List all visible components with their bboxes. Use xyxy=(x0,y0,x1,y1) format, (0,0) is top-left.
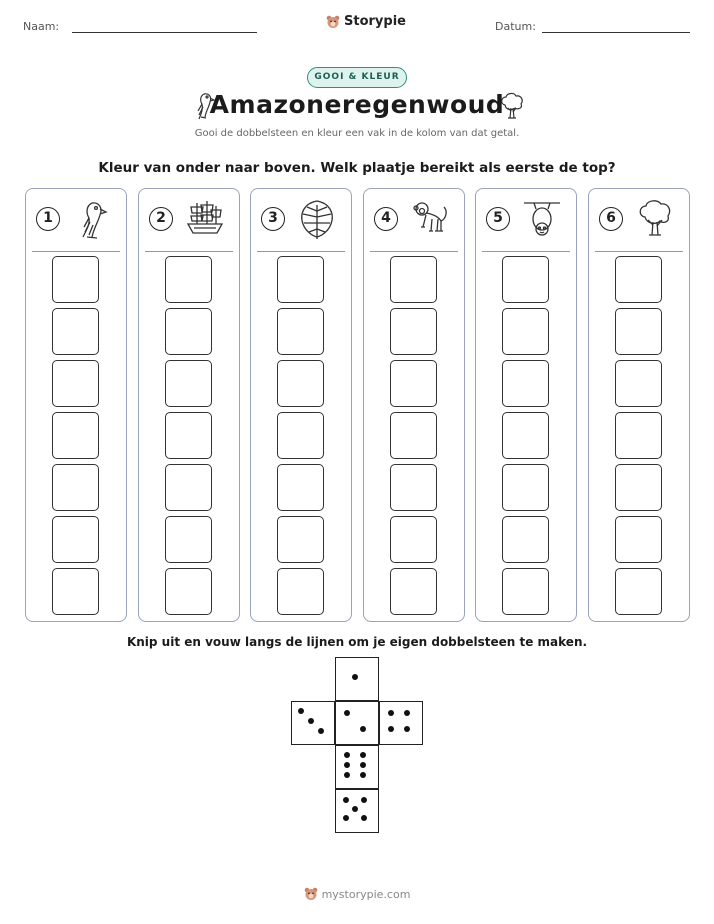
pip xyxy=(404,710,410,716)
pip xyxy=(352,674,358,680)
color-cell[interactable] xyxy=(277,516,324,563)
color-cell[interactable] xyxy=(502,308,549,355)
footer-url[interactable]: mystorypie.com xyxy=(321,887,411,901)
brand-logo xyxy=(326,14,406,29)
pip xyxy=(361,797,367,803)
pip xyxy=(344,772,350,778)
pip xyxy=(298,708,304,714)
color-cell[interactable] xyxy=(52,308,99,355)
column-divider xyxy=(482,251,570,252)
color-cell[interactable] xyxy=(277,412,324,459)
color-cell[interactable] xyxy=(165,308,212,355)
column-6 xyxy=(588,188,690,622)
date-label: Datum: xyxy=(495,20,536,33)
color-cell[interactable] xyxy=(615,308,662,355)
die-face-4 xyxy=(379,701,423,745)
bear-logo-icon xyxy=(304,887,318,901)
tree-icon xyxy=(635,197,675,241)
color-cell[interactable] xyxy=(502,516,549,563)
page-subtitle: Gooi de dobbelsteen en kleur een vak in de kolom van dat getal. xyxy=(194,128,520,139)
color-cell[interactable] xyxy=(390,568,437,615)
die-face-5 xyxy=(335,789,379,833)
column-4 xyxy=(363,188,465,622)
color-cell[interactable] xyxy=(165,256,212,303)
color-cell[interactable] xyxy=(165,568,212,615)
pip xyxy=(404,726,410,732)
column-3 xyxy=(250,188,352,622)
color-cell[interactable] xyxy=(52,360,99,407)
pip xyxy=(344,752,350,758)
die-face-2 xyxy=(335,701,379,745)
pip xyxy=(344,762,350,768)
name-label: Naam: xyxy=(23,20,60,33)
die-face-1 xyxy=(335,657,379,701)
column-divider xyxy=(257,251,345,252)
column-divider xyxy=(370,251,458,252)
date-line[interactable] xyxy=(542,32,690,33)
color-cell[interactable] xyxy=(52,568,99,615)
column-2 xyxy=(138,188,240,622)
tree-icon xyxy=(497,91,527,121)
pip xyxy=(388,710,394,716)
color-cell[interactable] xyxy=(502,256,549,303)
color-cell[interactable] xyxy=(165,412,212,459)
color-cell[interactable] xyxy=(277,464,324,511)
color-cell[interactable] xyxy=(502,568,549,615)
color-cell[interactable] xyxy=(165,360,212,407)
color-cell[interactable] xyxy=(277,256,324,303)
pip xyxy=(343,797,349,803)
column-number: 3 xyxy=(261,207,285,231)
monkey-icon xyxy=(410,197,450,241)
pip xyxy=(344,710,350,716)
color-cell[interactable] xyxy=(615,568,662,615)
sloth-icon xyxy=(522,197,562,241)
color-cell[interactable] xyxy=(165,516,212,563)
activity-badge: GOOI & KLEUR xyxy=(307,67,407,88)
pip xyxy=(318,728,324,734)
color-cell[interactable] xyxy=(390,308,437,355)
column-number: 5 xyxy=(486,207,510,231)
color-cell[interactable] xyxy=(390,256,437,303)
color-cell[interactable] xyxy=(390,360,437,407)
color-cell[interactable] xyxy=(52,464,99,511)
color-cell[interactable] xyxy=(52,256,99,303)
pip xyxy=(343,815,349,821)
color-cell[interactable] xyxy=(502,412,549,459)
pip xyxy=(360,752,366,758)
color-cell[interactable] xyxy=(277,360,324,407)
leaf-icon xyxy=(297,197,337,241)
color-cell[interactable] xyxy=(277,308,324,355)
color-cell[interactable] xyxy=(615,516,662,563)
color-cell[interactable] xyxy=(52,516,99,563)
color-cell[interactable] xyxy=(502,464,549,511)
parrot-icon xyxy=(72,197,112,241)
pip xyxy=(360,772,366,778)
instruction-bottom: Knip uit en vouw langs de lijnen om je eigen dobbelsteen te maken. xyxy=(126,635,588,649)
name-line[interactable] xyxy=(72,32,257,33)
pip xyxy=(360,726,366,732)
color-cell[interactable] xyxy=(615,256,662,303)
column-divider xyxy=(595,251,683,252)
column-divider xyxy=(145,251,233,252)
pip xyxy=(360,762,366,768)
die-face-6 xyxy=(335,745,379,789)
column-number: 2 xyxy=(149,207,173,231)
brand-name: Storypie xyxy=(344,14,406,29)
die-face-3 xyxy=(291,701,335,745)
color-cell[interactable] xyxy=(390,516,437,563)
footer xyxy=(0,887,714,901)
ship-icon xyxy=(185,197,225,241)
pip xyxy=(388,726,394,732)
color-cell[interactable] xyxy=(615,464,662,511)
color-cell[interactable] xyxy=(615,412,662,459)
color-cell[interactable] xyxy=(615,360,662,407)
color-cell[interactable] xyxy=(52,412,99,459)
column-5 xyxy=(475,188,577,622)
pip xyxy=(308,718,314,724)
column-number: 6 xyxy=(599,207,623,231)
color-cell[interactable] xyxy=(390,464,437,511)
instruction-top: Kleur van onder naar boven. Welk plaatje bereikt als eerste de top? xyxy=(98,160,616,176)
column-number: 4 xyxy=(374,207,398,231)
page-title: Amazoneregenwoud xyxy=(209,90,505,119)
pip xyxy=(361,815,367,821)
color-cell[interactable] xyxy=(502,360,549,407)
column-1 xyxy=(25,188,127,622)
bear-logo-icon xyxy=(326,15,340,29)
color-cell[interactable] xyxy=(390,412,437,459)
color-cell[interactable] xyxy=(165,464,212,511)
column-number: 1 xyxy=(36,207,60,231)
pip xyxy=(352,806,358,812)
column-divider xyxy=(32,251,120,252)
color-cell[interactable] xyxy=(277,568,324,615)
